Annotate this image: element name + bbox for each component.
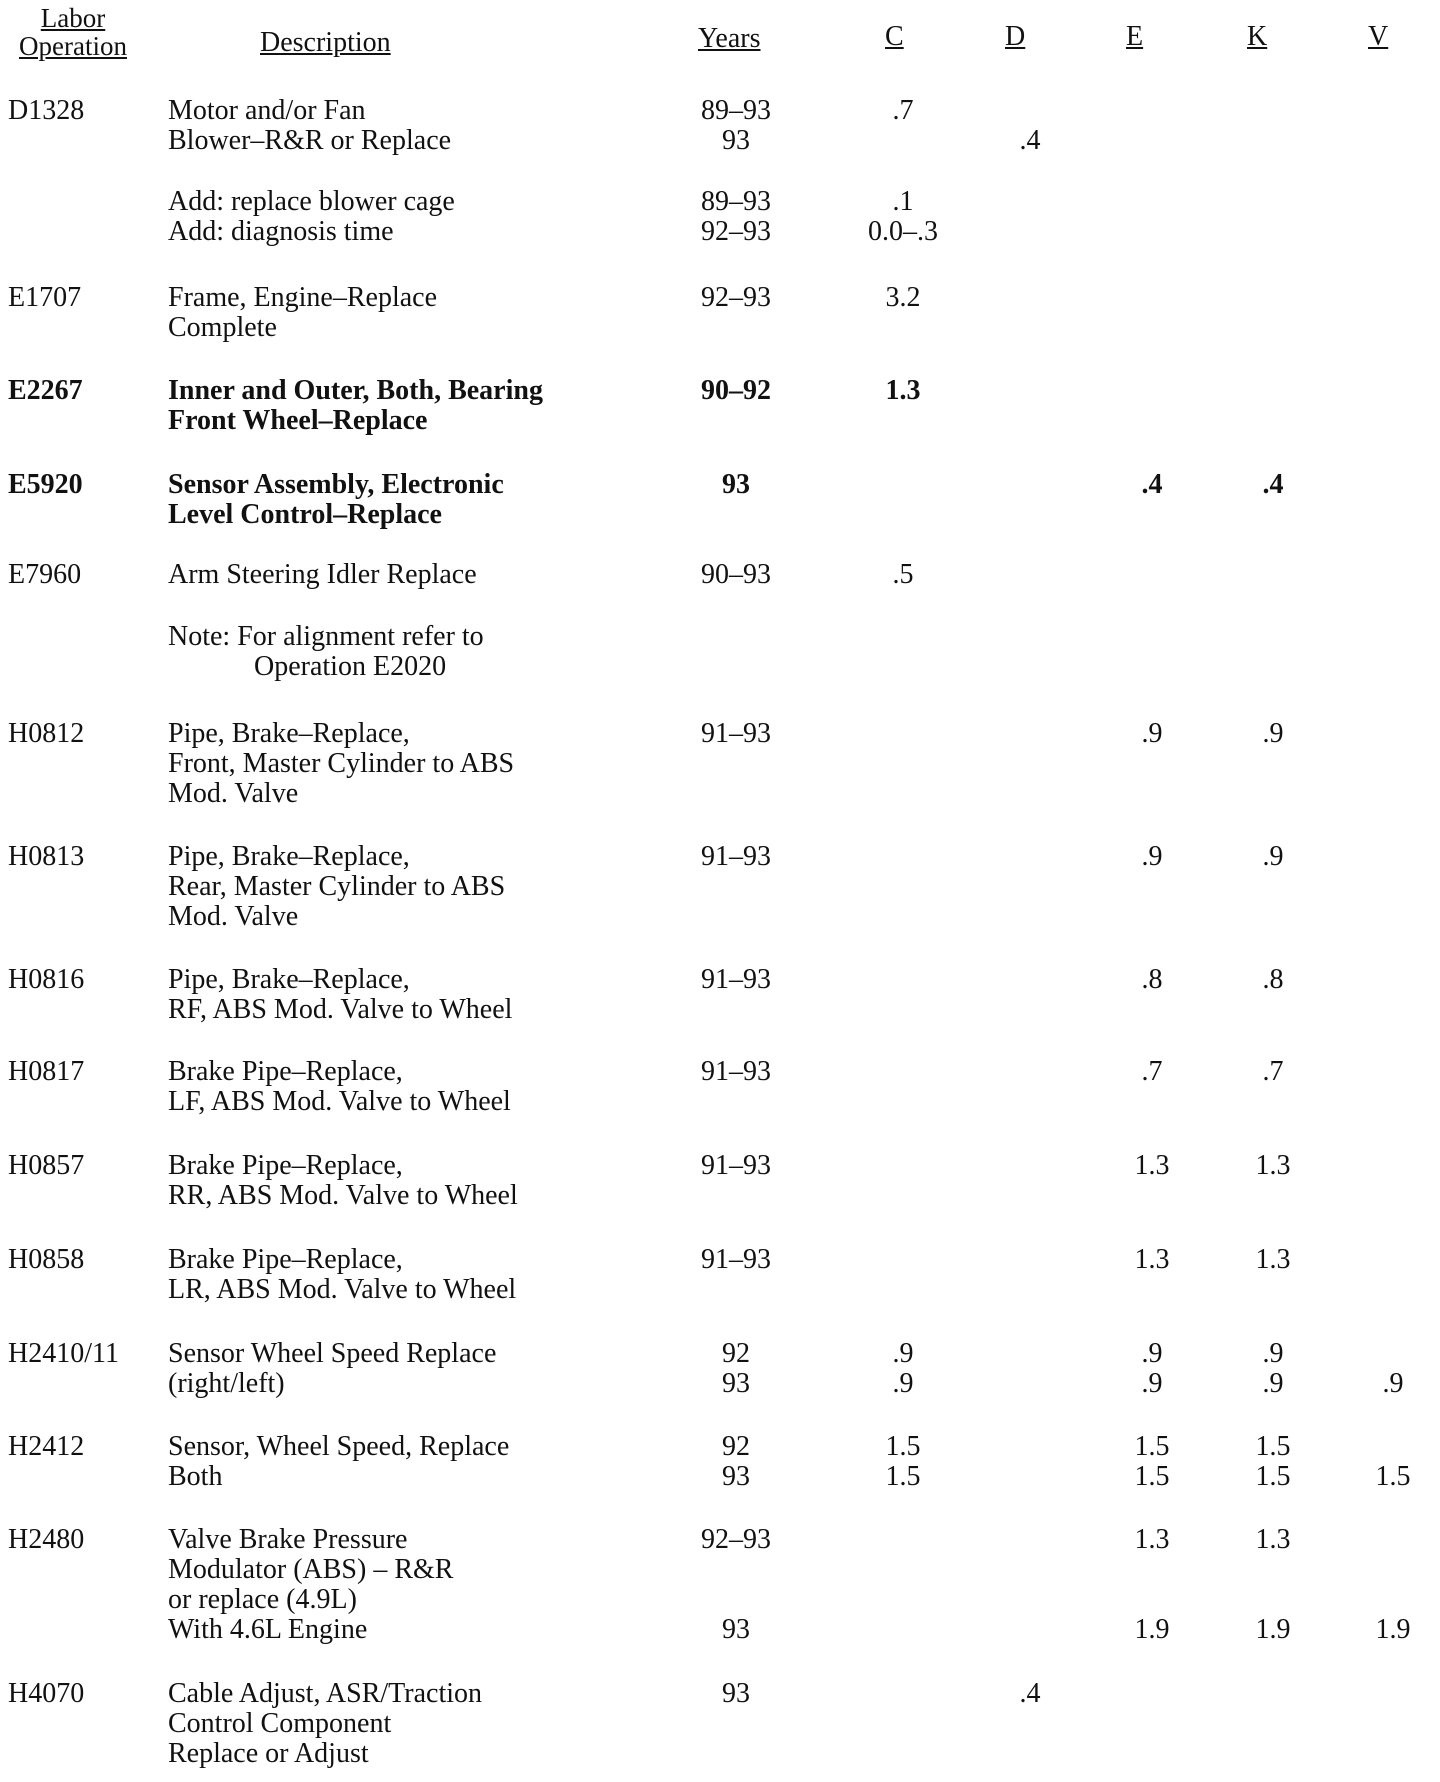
k-value: 1.3 xyxy=(1255,1524,1291,1555)
header-d: D xyxy=(1005,21,1026,52)
k-value: .9 xyxy=(1262,1338,1284,1369)
years-value: 91–93 xyxy=(701,718,771,749)
years-value: 93 xyxy=(722,125,750,156)
d-cell xyxy=(970,96,1090,156)
k-cell xyxy=(1213,1151,1333,1181)
k-value: .8 xyxy=(1262,964,1284,995)
v-value xyxy=(1333,1339,1440,1369)
e-value: .9 xyxy=(1141,718,1163,749)
description-cell xyxy=(168,1339,608,1399)
e-value: 1.3 xyxy=(1134,1244,1170,1275)
description-line: Sensor Assembly, Electronic xyxy=(168,469,504,500)
labor-operation-code: H0813 xyxy=(8,841,85,872)
years-value xyxy=(676,1585,796,1615)
e-value xyxy=(1092,1585,1212,1615)
description-cell xyxy=(168,1245,608,1305)
k-value: 1.5 xyxy=(1255,1431,1291,1462)
c-value: 1.5 xyxy=(885,1461,921,1492)
description-cell xyxy=(168,1057,608,1117)
description-line: Operation E2020 xyxy=(254,651,447,682)
labor-operation-code: H4070 xyxy=(8,1678,85,1709)
years-value: 91–93 xyxy=(701,1056,771,1087)
k-value: .9 xyxy=(1262,718,1284,749)
years-cell xyxy=(676,719,796,749)
c-cell xyxy=(843,1339,963,1399)
e-value: 1.9 xyxy=(1134,1614,1170,1645)
labor-operation-code: H0857 xyxy=(8,1150,85,1181)
description-cell xyxy=(168,719,608,809)
k-value: .4 xyxy=(1262,469,1284,500)
k-cell xyxy=(1213,470,1333,500)
description-line: Pipe, Brake–Replace, xyxy=(168,964,410,995)
description-line: Brake Pipe–Replace, xyxy=(168,1056,403,1087)
description-line: Sensor Wheel Speed Replace xyxy=(168,1338,497,1369)
k-value: .7 xyxy=(1262,1056,1284,1087)
description-line: Complete xyxy=(168,312,277,343)
k-value: .9 xyxy=(1262,1368,1284,1399)
header-c: C xyxy=(885,21,904,52)
years-value: 91–93 xyxy=(701,1150,771,1181)
labor-operation-code: H0812 xyxy=(8,718,85,749)
description-line: Frame, Engine–Replace xyxy=(168,282,438,313)
description-cell xyxy=(168,965,608,1025)
v-value xyxy=(1333,1525,1440,1555)
years-value: 92 xyxy=(722,1431,750,1462)
labor-operation-code: E7960 xyxy=(8,559,82,590)
years-value: 92–93 xyxy=(701,1524,771,1555)
labor-operation-code: E2267 xyxy=(8,375,83,406)
k-cell xyxy=(1213,965,1333,995)
years-value: 89–93 xyxy=(701,95,771,126)
labor-operation-code: H2410/11 xyxy=(8,1338,119,1369)
c-cell xyxy=(843,560,963,590)
header-v: V xyxy=(1368,21,1389,52)
c-cell xyxy=(843,187,963,247)
e-cell xyxy=(1092,842,1212,872)
description-line: Control Component xyxy=(168,1708,392,1739)
description-line: Brake Pipe–Replace, xyxy=(168,1244,403,1275)
e-value: 1.3 xyxy=(1134,1150,1170,1181)
description-cell xyxy=(168,283,608,343)
description-line: or replace (4.9L) xyxy=(168,1584,357,1615)
description-line: RF, ABS Mod. Valve to Wheel xyxy=(168,994,513,1025)
v-value: 1.5 xyxy=(1375,1461,1411,1492)
c-value: .9 xyxy=(892,1368,914,1399)
description-line: Both xyxy=(168,1461,223,1492)
c-value: 3.2 xyxy=(885,282,921,313)
e-cell xyxy=(1092,1151,1212,1181)
description-line: LR, ABS Mod. Valve to Wheel xyxy=(168,1274,517,1305)
c-value: .9 xyxy=(892,1338,914,1369)
years-value: 91–93 xyxy=(701,841,771,872)
v-cell xyxy=(1333,1339,1440,1399)
years-value: 89–93 xyxy=(701,186,771,217)
description-cell xyxy=(168,560,608,590)
e-value: .7 xyxy=(1141,1056,1163,1087)
description-line: Front, Master Cylinder to ABS xyxy=(168,748,515,779)
d-value: .4 xyxy=(1019,125,1041,156)
k-cell xyxy=(1213,1339,1333,1399)
years-cell xyxy=(676,1245,796,1275)
description-line: Note: For alignment refer to xyxy=(168,621,484,652)
k-cell xyxy=(1213,719,1333,749)
e-value: 1.3 xyxy=(1134,1524,1170,1555)
description-line: With 4.6L Engine xyxy=(168,1614,368,1645)
years-value: 90–93 xyxy=(701,559,771,590)
years-cell xyxy=(676,965,796,995)
d-value: .4 xyxy=(1019,1678,1041,1709)
v-value: 1.9 xyxy=(1375,1614,1411,1645)
description-cell xyxy=(168,96,608,156)
years-cell xyxy=(676,1151,796,1181)
c-value: .7 xyxy=(892,95,914,126)
k-value: .9 xyxy=(1262,841,1284,872)
k-value xyxy=(1213,1555,1333,1585)
years-value: 91–93 xyxy=(701,1244,771,1275)
years-cell xyxy=(676,187,796,247)
e-value: .8 xyxy=(1141,964,1163,995)
c-value xyxy=(843,126,963,156)
e-value: 1.5 xyxy=(1134,1461,1170,1492)
description-line: Rear, Master Cylinder to ABS xyxy=(168,871,506,902)
e-cell xyxy=(1092,965,1212,995)
e-value: .9 xyxy=(1141,1368,1163,1399)
years-cell xyxy=(676,1679,796,1709)
description-line: Level Control–Replace xyxy=(168,499,442,530)
k-cell xyxy=(1213,1525,1333,1645)
k-value: 1.3 xyxy=(1255,1150,1291,1181)
years-cell xyxy=(676,1339,796,1399)
description-cell xyxy=(168,1679,608,1769)
description-cell xyxy=(168,187,608,247)
e-cell xyxy=(1092,1525,1212,1645)
e-value: .9 xyxy=(1141,1338,1163,1369)
description-line: Sensor, Wheel Speed, Replace xyxy=(168,1431,510,1462)
description-cell xyxy=(168,1432,608,1492)
description-line: Add: replace blower cage xyxy=(168,186,455,217)
c-cell xyxy=(843,96,963,156)
labor-operation-code: H0817 xyxy=(8,1056,85,1087)
years-value: 92–93 xyxy=(701,216,771,247)
e-cell xyxy=(1092,719,1212,749)
labor-operation-code: H0816 xyxy=(8,964,85,995)
c-cell xyxy=(843,1432,963,1492)
years-cell xyxy=(676,1432,796,1492)
c-value: .5 xyxy=(892,559,914,590)
description-line: Brake Pipe–Replace, xyxy=(168,1150,403,1181)
description-line: Motor and/or Fan xyxy=(168,95,366,126)
c-cell xyxy=(843,376,963,406)
years-value: 91–93 xyxy=(701,964,771,995)
years-cell xyxy=(676,1525,796,1645)
years-cell xyxy=(676,96,796,156)
description-line: RR, ABS Mod. Valve to Wheel xyxy=(168,1180,518,1211)
labor-operation-code: H2480 xyxy=(8,1524,85,1555)
d-cell xyxy=(970,1679,1090,1709)
k-cell xyxy=(1213,1057,1333,1087)
e-cell xyxy=(1092,470,1212,500)
years-value: 93 xyxy=(722,1678,750,1709)
years-value: 92–93 xyxy=(701,282,771,313)
description-line: (right/left) xyxy=(168,1368,285,1399)
k-cell xyxy=(1213,842,1333,872)
description-line: Add: diagnosis time xyxy=(168,216,394,247)
years-value: 92 xyxy=(722,1338,750,1369)
e-value: .4 xyxy=(1141,469,1163,500)
header-k: K xyxy=(1247,21,1268,52)
description-cell xyxy=(168,1151,608,1211)
description-cell xyxy=(168,842,608,932)
description-cell xyxy=(168,376,608,436)
v-value xyxy=(1333,1585,1440,1615)
header-e: E xyxy=(1126,21,1144,52)
e-cell xyxy=(1092,1432,1212,1492)
labor-operation-code: D1328 xyxy=(8,95,85,126)
v-value xyxy=(1333,1555,1440,1585)
k-value: 1.3 xyxy=(1255,1244,1291,1275)
e-value xyxy=(1092,1555,1212,1585)
k-value: 1.5 xyxy=(1255,1461,1291,1492)
years-value: 93 xyxy=(722,469,750,500)
years-cell xyxy=(676,560,796,590)
v-value xyxy=(1333,1432,1440,1462)
c-value: 1.3 xyxy=(885,375,921,406)
description-cell xyxy=(168,1525,608,1645)
e-cell xyxy=(1092,1245,1212,1275)
description-line: Replace or Adjust xyxy=(168,1738,369,1769)
description-line: Cable Adjust, ASR/Traction xyxy=(168,1678,483,1709)
c-value: 1.5 xyxy=(885,1431,921,1462)
labor-operation-code: H2412 xyxy=(8,1431,85,1462)
header-labor-operation xyxy=(8,4,138,60)
description-line: Front Wheel–Replace xyxy=(168,405,428,436)
k-cell xyxy=(1213,1432,1333,1492)
e-cell xyxy=(1092,1339,1212,1399)
years-value xyxy=(676,1555,796,1585)
c-cell xyxy=(843,283,963,313)
years-cell xyxy=(676,470,796,500)
years-cell xyxy=(676,283,796,313)
v-value: .9 xyxy=(1382,1368,1404,1399)
description-line: Blower–R&R or Replace xyxy=(168,125,452,156)
description-line: Pipe, Brake–Replace, xyxy=(168,718,410,749)
v-cell xyxy=(1333,1525,1440,1645)
k-cell xyxy=(1213,1245,1333,1275)
description-line: Mod. Valve xyxy=(168,778,299,809)
e-cell xyxy=(1092,1057,1212,1087)
k-value xyxy=(1213,1585,1333,1615)
description-cell xyxy=(168,622,608,682)
c-value: 0.0–.3 xyxy=(868,216,938,247)
years-value: 93 xyxy=(722,1461,750,1492)
header-years: Years xyxy=(698,23,761,54)
d-value xyxy=(970,96,1090,126)
description-line: Pipe, Brake–Replace, xyxy=(168,841,410,872)
description-cell xyxy=(168,470,608,530)
years-value: 93 xyxy=(722,1368,750,1399)
v-cell xyxy=(1333,1432,1440,1492)
labor-operation-code: E5920 xyxy=(8,469,83,500)
description-line: Modulator (ABS) – R&R xyxy=(168,1554,454,1585)
description-line: Mod. Valve xyxy=(168,901,299,932)
header-labor-top: Labor xyxy=(40,3,106,33)
years-cell xyxy=(676,842,796,872)
years-value: 93 xyxy=(722,1614,750,1645)
c-value: .1 xyxy=(892,186,914,217)
e-value: .9 xyxy=(1141,841,1163,872)
k-value: 1.9 xyxy=(1255,1614,1291,1645)
description-line: Arm Steering Idler Replace xyxy=(168,559,477,590)
labor-operation-code: H0858 xyxy=(8,1244,85,1275)
e-value: 1.5 xyxy=(1134,1431,1170,1462)
description-line: LF, ABS Mod. Valve to Wheel xyxy=(168,1086,511,1117)
years-value: 90–92 xyxy=(701,375,771,406)
description-line: Inner and Outer, Both, Bearing xyxy=(168,375,543,406)
description-line: Valve Brake Pressure xyxy=(168,1524,408,1555)
header-labor-bottom: Operation xyxy=(19,31,127,61)
years-cell xyxy=(676,1057,796,1087)
years-cell xyxy=(676,376,796,406)
labor-operation-code: E1707 xyxy=(8,282,82,313)
header-description: Description xyxy=(260,27,391,58)
